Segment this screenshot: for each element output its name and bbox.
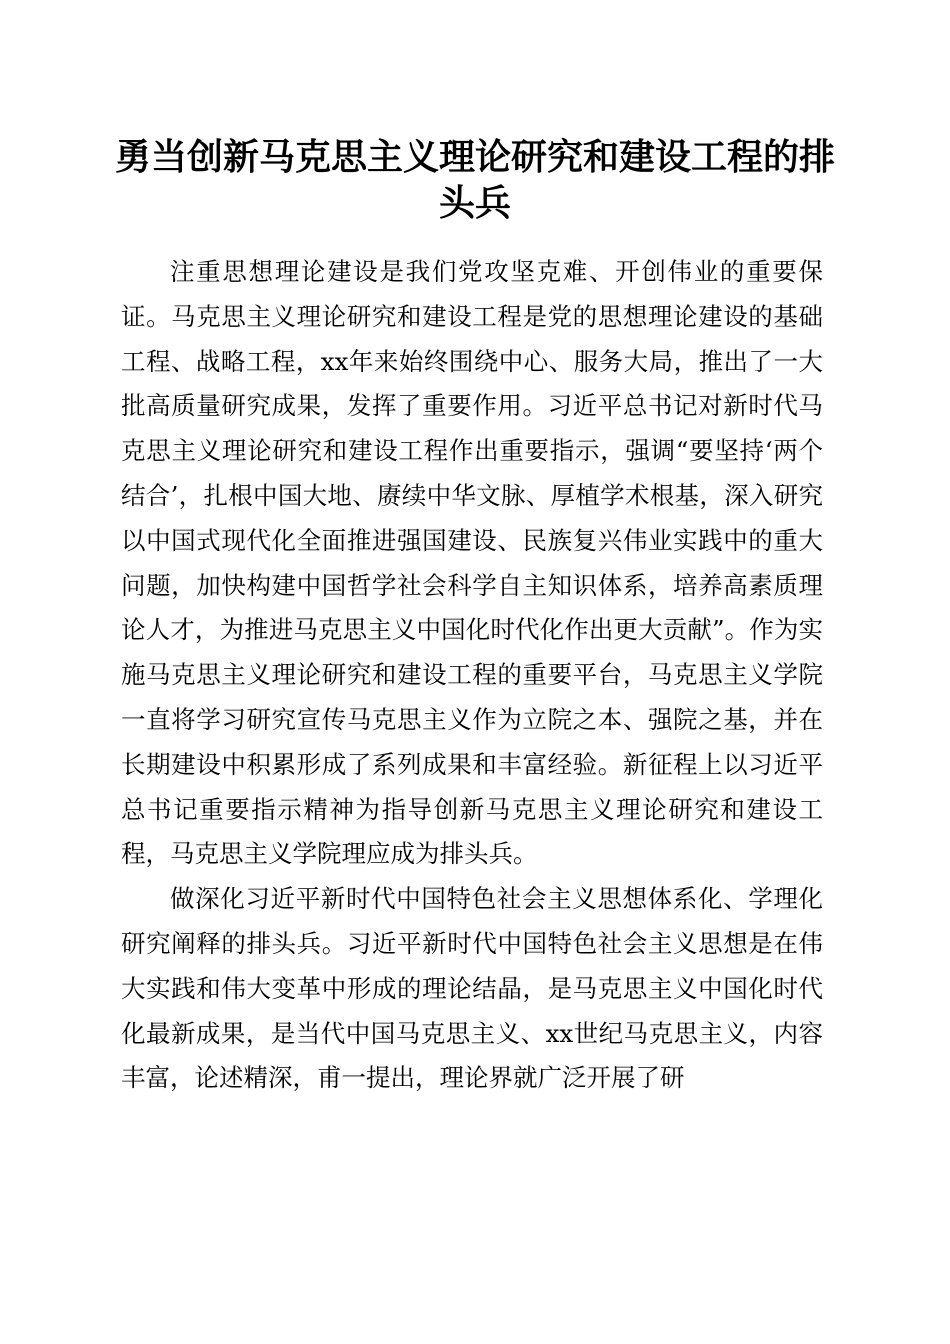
- paragraph-2: 做深化习近平新时代中国特色社会主义思想体系化、学理化研究阐释的排头兵。习近平新时代中国特色社会主义思想是在伟大实践和伟大变革中形成的理论结晶，是马克思主义中国化时代化最新成果，是当代中国马克思主义、xx世纪马克思主义，内容丰富，论述精深，甫一提出，理论界就广泛开展了研: [121, 884, 823, 1093]
- paragraph-1: 注重思想理论建设是我们党攻坚克难、开创伟业的重要保证。马克思主义理论研究和建设工程是党的思想理论建设的基础工程、战略工程，xx年来始终围绕中心、服务大局，推出了一大批高质量研究成果，发挥了重要作用。习近平总书记对新时代马克思主义理论研究和建设工程作出重要指示，强调“要坚持‘两个结合’，扎根中国大地、赓续中华文脉、厚植学术根基，深入研究以中国式现代化全面推进强国建设、民族复兴伟业实践中的重大问题，加快构建中国哲学社会科学自主知识体系，培养高素质理论人才，为推进马克思主义中国化时代化作出更大贡献”。作为实施马克思主义理论研究和建设工程的重要平台，马克思主义学院一直将学习研究宣传马克思主义作为立院之本、强院之基，并在长期建设中积累形成了系列成果和丰富经验。新征程上以习近平总书记重要指示精神为指导创新马克思主义理论研究和建设工程，马克思主义学院理应成为排头兵。: [121, 257, 823, 869]
- document-body: [121, 250, 823, 1101]
- document-title: 勇当创新马克思主义理论研究和建设工程的排头兵: [114, 136, 835, 224]
